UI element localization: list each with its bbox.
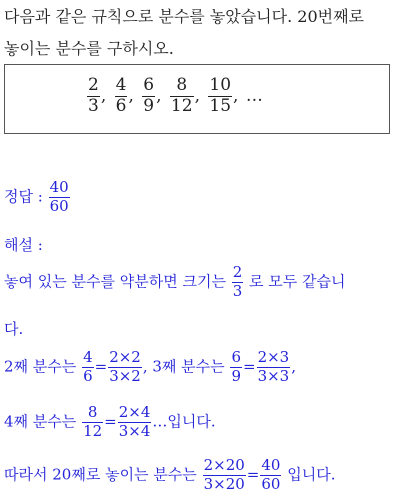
answer-label: 정답 : <box>4 187 43 206</box>
explanation-label: 해설 : <box>4 236 43 254</box>
sequence-fraction: $\frac{6}{9}$ <box>143 75 155 116</box>
explanation-line-4: 4째 분수는 $\frac{8}{12}$ = $\frac{2\times 4}{3\times 4}$ …입니다. <box>4 403 216 440</box>
sequence-fraction: $\frac{4}{6}$ <box>115 75 127 116</box>
sequence-fraction: $\frac{2}{3}$ <box>88 75 99 116</box>
answer-row <box>4 180 71 215</box>
explanation-line-3: 2째 분수는 $\frac{4}{6}$ = $\frac{2\times 2}{3\times 2}$ , 3째 분수는 $\frac{6}{9}$ = $\frac{2\times 3}{3\times 3}$ , <box>4 348 296 385</box>
sequence-ellipsis: … <box>245 85 263 106</box>
fraction-sequence: $\frac{2}{3}$ , $\frac{4}{6}$ , $\frac{6}{9}$ , $\frac{8}{12}$ , $\frac{10}{15}$ , … <box>88 75 263 116</box>
question-line-2: 놓이는 분수를 구하시오. <box>4 39 174 58</box>
answer-fraction: $\frac{40}{60}$ <box>49 178 69 215</box>
question-line-1: 다음과 같은 규칙으로 분수를 놓았습니다. 20번째로 <box>4 7 364 26</box>
sequence-fraction: $\frac{10}{15}$ <box>209 75 232 116</box>
sequence-fraction: $\frac{8}{12}$ <box>170 75 193 116</box>
explanation-line-1: 놓여 있는 분수를 약분하면 크기는 $\frac{2}{3}$ 로 모두 같습니 <box>4 263 346 300</box>
explanation-line-2: 다. <box>4 320 24 338</box>
reduced-fraction: $\frac{2}{3}$ <box>232 263 243 300</box>
explanation-line-5: 따라서 20째로 놓이는 분수는 $\frac{2\times 20}{3\times 20}$ = $\frac{40}{60}$ 입니다. <box>4 456 336 493</box>
